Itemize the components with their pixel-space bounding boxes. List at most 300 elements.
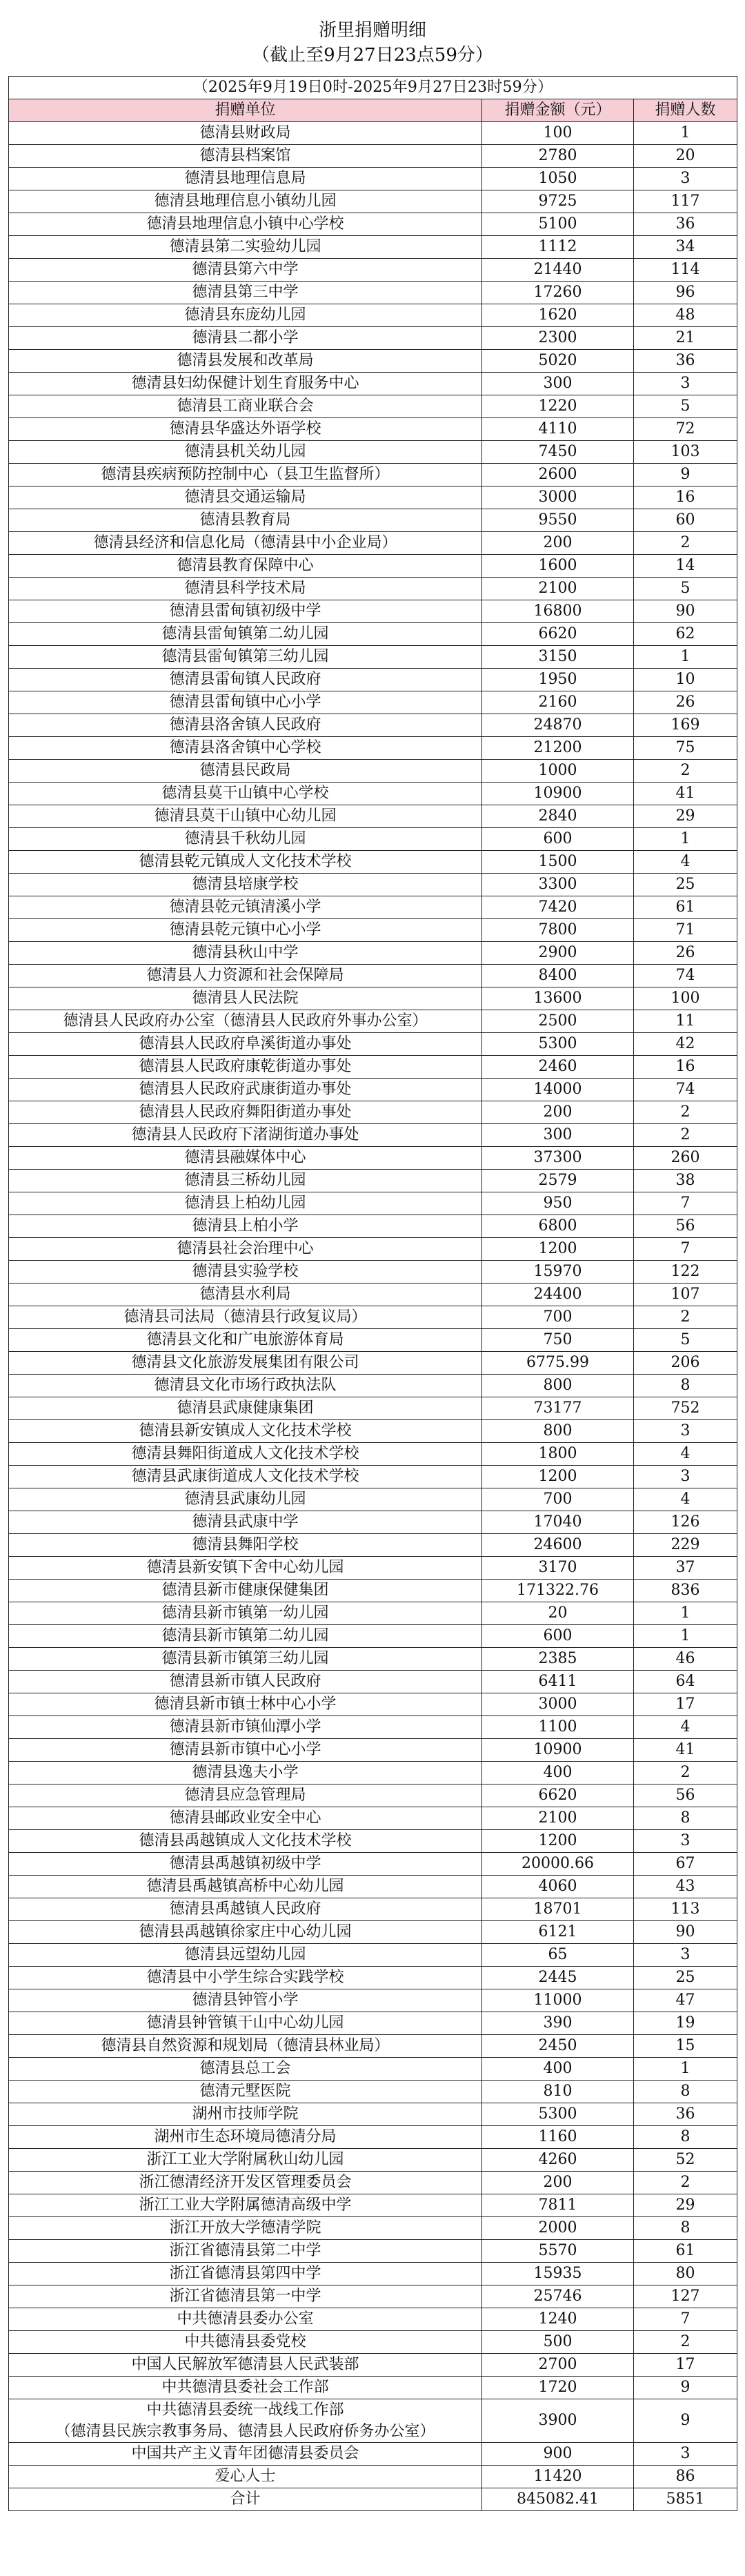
donation-amount: 10900 [482,783,634,805]
table-row [9,805,737,828]
donation-amount: 17040 [482,1511,634,1534]
donation-amount: 11000 [482,1989,634,2012]
donation-amount: 14000 [482,1079,634,1101]
donation-amount: 3170 [482,1557,634,1580]
donor-count: 75 [634,737,737,760]
donor-unit: 德清县人民政府阜溪街道办事处 [9,1033,482,1056]
table-row [9,1511,737,1534]
donor-unit: 德清县东庞幼儿园 [9,304,482,327]
donor-unit: 德清县应急管理局 [9,1784,482,1807]
donation-amount: 800 [482,1420,634,1443]
donor-count: 1 [634,1625,737,1648]
donor-unit: 德清县人民政府舞阳街道办事处 [9,1101,482,1124]
table-row [9,2081,737,2103]
donation-amount: 15935 [482,2263,634,2285]
donation-amount: 810 [482,2081,634,2103]
table-row [9,1989,737,2012]
donation-amount: 7420 [482,896,634,919]
donor-count: 3 [634,373,737,395]
table-row [9,1807,737,1830]
donation-amount: 13600 [482,987,634,1010]
donation-amount: 7800 [482,919,634,942]
table-row [9,2399,737,2443]
page-subtitle: （截止至9月27日23点59分） [252,45,493,66]
table-row [9,1261,737,1284]
donation-amount: 3000 [482,1693,634,1716]
table-row [9,1762,737,1784]
table-row [9,942,737,965]
table-row [9,2240,737,2263]
table-row [9,1238,737,1261]
donation-amount: 6800 [482,1215,634,1238]
donor-count: 9 [634,464,737,486]
table-row [9,1921,737,1944]
donation-amount: 5300 [482,1033,634,1056]
donor-count: 127 [634,2285,737,2308]
table-row [9,168,737,190]
donor-count: 25 [634,1967,737,1989]
donor-count: 34 [634,236,737,259]
donor-unit: 中共德清县委社会工作部 [9,2377,482,2399]
donation-amount: 7811 [482,2194,634,2217]
donor-count: 47 [634,1989,737,2012]
table-row [9,1898,737,1921]
donor-count: 96 [634,282,737,304]
donor-count: 7 [634,2308,737,2331]
table-row [9,373,737,395]
table-row [9,304,737,327]
table-row [9,1784,737,1807]
col-header-unit: 捐赠单位 [9,99,482,122]
donor-count: 60 [634,509,737,532]
donor-unit: 德清县人民政府下渚湖街道办事处 [9,1124,482,1147]
donor-count: 3 [634,1944,737,1967]
table-row [9,190,737,213]
donor-unit: 浙江德清经济开发区管理委员会 [9,2172,482,2194]
donor-count: 29 [634,2194,737,2217]
donor-unit: 德清县雷甸镇第二幼儿园 [9,623,482,646]
donation-amount: 6121 [482,1921,634,1944]
donor-unit: 德清县三桥幼儿园 [9,1170,482,1192]
table-row [9,1967,737,1989]
date-range: （2025年9月19日0时-2025年9月27日23时59分） [9,77,737,99]
donation-amount: 5570 [482,2240,634,2263]
donation-amount: 4060 [482,1876,634,1898]
donation-amount: 5100 [482,213,634,236]
donor-unit: 德清县新市镇仙潭小学 [9,1716,482,1739]
donation-amount: 1950 [482,669,634,691]
table-row [9,896,737,919]
table-row [9,1716,737,1739]
donor-count: 100 [634,987,737,1010]
table-row [9,2354,737,2377]
table-row [9,2263,737,2285]
table-row [9,282,737,304]
donor-count: 42 [634,1033,737,1056]
donation-amount: 600 [482,1625,634,1648]
donor-unit: 德清县新市镇第一幼儿园 [9,1602,482,1625]
donor-count: 4 [634,1488,737,1511]
donor-count: 8 [634,1375,737,1397]
donor-unit: 德清县中小学生综合实践学校 [9,1967,482,1989]
donor-unit: 中国人民解放军德清县人民武装部 [9,2354,482,2377]
table-row [9,1534,737,1557]
table-row [9,2172,737,2194]
donation-amount: 700 [482,1306,634,1329]
donor-count: 117 [634,190,737,213]
donor-unit: 浙江省德清县第一中学 [9,2285,482,2308]
table-row [9,1329,737,1352]
donation-amount: 2460 [482,1056,634,1079]
table-row [9,1625,737,1648]
donation-table [8,76,737,2511]
donor-count: 107 [634,1284,737,1306]
table-row [9,1602,737,1625]
donor-count: 74 [634,965,737,987]
table-row [9,2194,737,2217]
donor-count: 26 [634,691,737,714]
donor-count: 113 [634,1898,737,1921]
table-row [9,2103,737,2126]
table-row [9,327,737,350]
donor-unit: 德清县新市镇人民政府 [9,1671,482,1693]
donation-amount: 1112 [482,236,634,259]
donor-count: 9 [634,2377,737,2399]
donor-count: 26 [634,942,737,965]
donor-unit: 德清县莫干山镇中心幼儿园 [9,805,482,828]
donation-amount: 2100 [482,578,634,600]
donation-amount: 5300 [482,2103,634,2126]
table-row [9,2377,737,2399]
donor-unit: 德清县禹越镇成人文化技术学校 [9,1830,482,1853]
donor-unit: 德清县新市镇第三幼儿园 [9,1648,482,1671]
donor-unit: 德清县禹越镇高桥中心幼儿园 [9,1876,482,1898]
donor-count: 43 [634,1876,737,1898]
donor-count: 19 [634,2012,737,2035]
donation-amount: 2450 [482,2035,634,2058]
date-range-row [9,77,737,99]
donation-amount: 1500 [482,851,634,874]
donor-unit: 德清县武康街道成人文化技术学校 [9,1466,482,1488]
donor-unit: 德清县疾病预防控制中心（县卫生监督所） [9,464,482,486]
donor-count: 56 [634,1215,737,1238]
donor-count: 41 [634,783,737,805]
donation-amount: 200 [482,532,634,555]
donation-amount: 7450 [482,441,634,464]
donor-count: 114 [634,259,737,282]
table-row [9,509,737,532]
donation-amount: 2100 [482,1807,634,1830]
donation-amount: 1000 [482,760,634,783]
donation-amount: 21200 [482,737,634,760]
donor-count: 5 [634,578,737,600]
donation-amount: 1160 [482,2126,634,2149]
donor-unit: 德清县第二实验幼儿园 [9,236,482,259]
table-row [9,669,737,691]
donor-count: 15 [634,2035,737,2058]
donor-unit: 德清县上柏小学 [9,1215,482,1238]
donation-amount: 1100 [482,1716,634,1739]
donation-amount: 2600 [482,464,634,486]
donation-amount: 2900 [482,942,634,965]
donation-amount: 1800 [482,1443,634,1466]
donation-amount: 8400 [482,965,634,987]
donor-count: 229 [634,1534,737,1557]
donor-unit: 德清县雷甸镇初级中学 [9,600,482,623]
table-row [9,874,737,896]
donation-amount: 400 [482,1762,634,1784]
table-row [9,578,737,600]
page-title: 浙里捐赠明细 [318,20,426,41]
donor-unit: 德清县武康幼儿园 [9,1488,482,1511]
donor-count: 2 [634,2172,737,2194]
donor-unit: 德清县民政局 [9,760,482,783]
donation-amount: 6411 [482,1671,634,1693]
donor-unit: 德清县新市镇士林中心小学 [9,1693,482,1716]
donation-amount: 5020 [482,350,634,373]
donor-unit: 德清县乾元镇中心小学 [9,919,482,942]
donor-unit-line1: 中共德清县委统一战线工作部 [146,2401,344,2419]
donation-amount: 1620 [482,304,634,327]
table-row [9,213,737,236]
table-row [9,2126,737,2149]
donation-amount: 700 [482,1488,634,1511]
donor-count: 3 [634,1466,737,1488]
donor-unit: 德清县实验学校 [9,1261,482,1284]
donor-count: 8 [634,2126,737,2149]
donor-unit: 德清县秋山中学 [9,942,482,965]
table-row [9,1580,737,1602]
donation-amount: 2000 [482,2217,634,2240]
donor-unit: 德清县新安镇下舍中心幼儿园 [9,1557,482,1580]
donation-amount: 4260 [482,2149,634,2172]
table-row [9,555,737,578]
donation-amount: 2160 [482,691,634,714]
donor-unit: 德清县二都小学 [9,327,482,350]
donor-count: 126 [634,1511,737,1534]
donor-unit: 湖州市技师学院 [9,2103,482,2126]
table-row [9,600,737,623]
donor-count: 20 [634,145,737,168]
table-row [9,1375,737,1397]
donation-amount: 17260 [482,282,634,304]
table-row [9,2035,737,2058]
donor-unit: 德清县雷甸镇人民政府 [9,669,482,691]
donor-unit: 德清县洛舍镇中心学校 [9,737,482,760]
table-row [9,1101,737,1124]
table-row [9,919,737,942]
donor-count: 61 [634,2240,737,2263]
donor-count: 36 [634,2103,737,2126]
table-row [9,1420,737,1443]
donor-unit: 德清县禹越镇徐家庄中心幼儿园 [9,1921,482,1944]
donor-unit: 德清县地理信息局 [9,168,482,190]
donor-unit: 德清县钟管镇干山中心幼儿园 [9,2012,482,2035]
donation-amount: 2840 [482,805,634,828]
table-row [9,965,737,987]
table-row [9,1284,737,1306]
table-row [9,1853,737,1876]
donor-unit: 德清县融媒体中心 [9,1147,482,1170]
donor-unit: 德清县乾元镇清溪小学 [9,896,482,919]
donor-count: 260 [634,1147,737,1170]
donation-amount: 600 [482,828,634,851]
donor-count: 14 [634,555,737,578]
table-row [9,1170,737,1192]
donor-unit: 德清县工商业联合会 [9,395,482,418]
donor-count: 4 [634,851,737,874]
col-header-amount: 捐赠金额（元） [482,99,634,122]
donor-count: 61 [634,896,737,919]
table-row [9,1079,737,1101]
table-row [9,1488,737,1511]
donor-count: 56 [634,1784,737,1807]
donor-unit: 浙江工业大学附属秋山幼儿园 [9,2149,482,2172]
donor-unit: 德清县教育保障中心 [9,555,482,578]
donor-unit: 德清县千秋幼儿园 [9,828,482,851]
donor-unit: 德清县莫干山镇中心学校 [9,783,482,805]
donation-amount: 3150 [482,646,634,669]
table-row [9,1648,737,1671]
donation-amount: 9550 [482,509,634,532]
donation-amount: 2500 [482,1010,634,1033]
table-row [9,1192,737,1215]
table-row [9,2331,737,2354]
donor-unit: 德清县钟管小学 [9,1989,482,2012]
donor-count: 41 [634,1739,737,1762]
table-row [9,1693,737,1716]
donor-count: 10 [634,669,737,691]
donor-count: 1 [634,828,737,851]
donor-count: 62 [634,623,737,646]
table-row [9,418,737,441]
table-row [9,395,737,418]
donation-amount: 24400 [482,1284,634,1306]
donor-unit: 德清县科学技术局 [9,578,482,600]
donation-amount: 171322.76 [482,1580,634,1602]
donation-amount: 2780 [482,145,634,168]
donor-unit: 德清县档案馆 [9,145,482,168]
table-row [9,2443,737,2466]
donor-count: 2 [634,2331,737,2354]
donor-count: 17 [634,2354,737,2377]
donor-count: 17 [634,1693,737,1716]
donor-unit: 德清县地理信息小镇幼儿园 [9,190,482,213]
donor-count: 206 [634,1352,737,1375]
table-row [9,122,737,145]
table-row [9,145,737,168]
table-row [9,441,737,464]
donation-amount: 1720 [482,2377,634,2399]
donation-amount: 200 [482,2172,634,2194]
donation-amount: 20 [482,1602,634,1625]
donor-unit: 德清县武康健康集团 [9,1397,482,1420]
donor-unit: 德清县雷甸镇第三幼儿园 [9,646,482,669]
donation-amount: 950 [482,1192,634,1215]
table-row [9,2217,737,2240]
donor-unit [9,2399,482,2443]
donor-count: 5 [634,1329,737,1352]
donation-amount: 37300 [482,1147,634,1170]
donor-unit: 德清县培康学校 [9,874,482,896]
donor-unit: 湖州市生态环境局德清分局 [9,2126,482,2149]
donor-count: 2 [634,1101,737,1124]
donor-count: 90 [634,1921,737,1944]
donation-amount: 6775.99 [482,1352,634,1375]
donation-amount: 25746 [482,2285,634,2308]
donation-amount: 200 [482,1101,634,1124]
table-row [9,1033,737,1056]
table-row [9,737,737,760]
donation-amount: 6620 [482,623,634,646]
donation-amount: 20000.66 [482,1853,634,1876]
table-row [9,714,737,737]
donation-amount: 300 [482,373,634,395]
donation-amount: 750 [482,1329,634,1352]
donor-unit: 德清县新市健康保健集团 [9,1580,482,1602]
donor-unit: 德清县舞阳街道成人文化技术学校 [9,1443,482,1466]
table-row [9,760,737,783]
table-row [9,1466,737,1488]
donor-unit: 德清县上柏幼儿园 [9,1192,482,1215]
donor-unit: 中共德清县委党校 [9,2331,482,2354]
table-row [9,1306,737,1329]
donor-count: 1 [634,646,737,669]
donation-amount: 400 [482,2058,634,2081]
table-row [9,691,737,714]
donor-unit: 德清县妇幼保健计划生育服务中心 [9,373,482,395]
donor-unit: 浙江开放大学德清学院 [9,2217,482,2240]
donor-count: 72 [634,418,737,441]
donation-amount: 11420 [482,2466,634,2488]
donor-unit: 德清县经济和信息化局（德清县中小企业局） [9,532,482,555]
table-row [9,851,737,874]
donor-count: 752 [634,1397,737,1420]
donation-amount: 100 [482,122,634,145]
donor-count: 4 [634,1443,737,1466]
donor-count: 8 [634,1807,737,1830]
donor-count: 37 [634,1557,737,1580]
donor-unit: 德清县交通运输局 [9,486,482,509]
donor-count: 8 [634,2081,737,2103]
donation-amount: 2445 [482,1967,634,1989]
donor-count: 5 [634,395,737,418]
donation-amount: 800 [482,1375,634,1397]
donation-amount: 3900 [482,2399,634,2443]
donor-unit: 德清县发展和改革局 [9,350,482,373]
donation-amount: 2579 [482,1170,634,1192]
donation-amount: 4110 [482,418,634,441]
donor-count: 3 [634,1830,737,1853]
donor-unit: 中共德清县委办公室 [9,2308,482,2331]
donor-unit: 德清县洛舍镇人民政府 [9,714,482,737]
donor-count: 9 [634,2399,737,2443]
donation-amount: 3000 [482,486,634,509]
donor-unit: 德清县雷甸镇中心小学 [9,691,482,714]
donation-amount: 24870 [482,714,634,737]
donation-amount: 73177 [482,1397,634,1420]
donation-amount: 16800 [482,600,634,623]
donor-count: 86 [634,2466,737,2488]
donor-count: 11 [634,1010,737,1033]
table-row [9,486,737,509]
donor-count: 74 [634,1079,737,1101]
table-row [9,2058,737,2081]
donor-count: 46 [634,1648,737,1671]
donor-count: 122 [634,1261,737,1284]
table-row [9,1352,737,1375]
table-row [9,1124,737,1147]
